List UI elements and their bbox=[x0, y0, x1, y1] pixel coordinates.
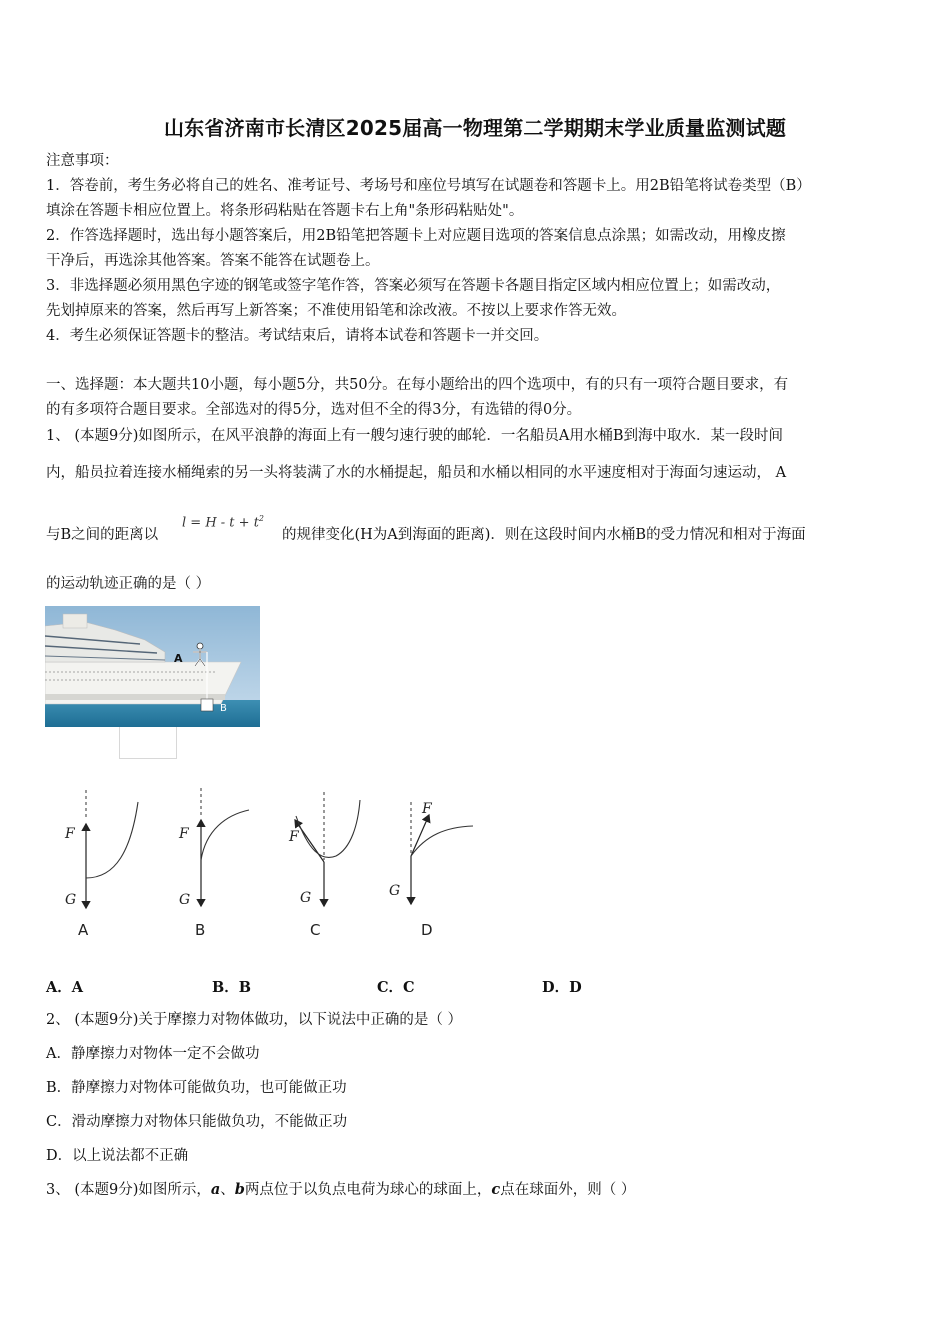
label-b: B bbox=[220, 703, 227, 714]
q1-stem: 内，船员拉着连接水桶绳索的另一头将装满了水的水桶提起，船员和水桶以相同的水平速度相对于海面匀速运动， A bbox=[46, 465, 787, 481]
label-force-g: G bbox=[65, 892, 77, 908]
q3-var-b: b bbox=[234, 1181, 245, 1198]
q3-stem-part: 3、 (本题9分)如图所示， bbox=[46, 1182, 211, 1198]
label-force-g: G bbox=[179, 892, 191, 908]
notice-line: 干净后，再选涂其他答案。答案不能答在试题卷上。 bbox=[46, 253, 380, 269]
label-force-f: F bbox=[422, 801, 432, 817]
q3-stem-part: 两点位于以负点电荷为球心的球面上， bbox=[244, 1182, 492, 1198]
q3-stem-part: 点在球面外，则（ ） bbox=[500, 1182, 636, 1198]
diagram-caption: A bbox=[78, 921, 89, 939]
q1-equation-body: l = H - t + t bbox=[182, 515, 259, 531]
q1-stem: 1、 (本题9分)如图所示，在风平浪静的海面上有一艘匀速行驶的邮轮．一名船员A用水桶B到海中取水．某一段时间 bbox=[46, 428, 783, 444]
notice-line: 先划掉原来的答案，然后再写上新答案；不准使用铅笔和涂改液。不按以上要求作答无效。 bbox=[46, 303, 626, 319]
q1-equation-exponent: 2 bbox=[258, 514, 265, 523]
q3-separator: 、 bbox=[220, 1182, 235, 1198]
q1-option[interactable]: D．D bbox=[542, 979, 582, 996]
q2-option[interactable]: D．以上说法都不正确 bbox=[46, 1148, 189, 1164]
section-instructions: 的有多项符合题目要求。全部选对的得5分，选对但不全的得3分，有选错的得0分。 bbox=[46, 402, 582, 418]
q2-option[interactable]: C．滑动摩擦力对物体只能做负功，不能做正功 bbox=[46, 1114, 348, 1130]
diagram-caption: B bbox=[195, 921, 206, 939]
label-force-g: G bbox=[389, 883, 401, 899]
trajectory-diagrams bbox=[46, 780, 486, 950]
q3-var-a: a bbox=[210, 1181, 221, 1198]
q1-equation bbox=[182, 514, 264, 530]
label-force-g: G bbox=[300, 890, 312, 906]
q1-option[interactable]: A．A bbox=[46, 979, 84, 996]
diagram-caption: D bbox=[421, 921, 433, 939]
diagram-c bbox=[288, 792, 360, 939]
q2-option[interactable]: B．静摩擦力对物体可能做负功，也可能做正功 bbox=[46, 1080, 347, 1096]
q1-option[interactable]: B．B bbox=[212, 979, 252, 996]
ship-photo bbox=[45, 606, 260, 727]
q1-option[interactable]: C．C bbox=[377, 979, 415, 996]
notice-line: 4．考生必须保证答题卡的整洁。考试结束后，请将本试卷和答题卡一并交回。 bbox=[46, 328, 549, 344]
diagram-caption: C bbox=[310, 921, 321, 939]
diagram-a bbox=[64, 790, 138, 939]
label-a: A bbox=[174, 652, 183, 665]
q1-stem: 的规律变化(H为A到海面的距离)．则在这段时间内水桶B的受力情况和相对于海面 bbox=[282, 527, 806, 543]
notice-line: 1．答卷前，考生务必将自己的姓名、准考证号、考场号和座位号填写在试题卷和答题卡上。用2B铅笔将试卷类型（B） bbox=[46, 178, 811, 194]
q2-option[interactable]: A．静摩擦力对物体一定不会做功 bbox=[46, 1046, 260, 1062]
q1-stem: 的运动轨迹正确的是（ ） bbox=[46, 576, 211, 592]
diagram-d bbox=[389, 801, 473, 939]
q1-stem: 与B之间的距离以 bbox=[46, 527, 159, 543]
image-frame-remnant bbox=[119, 727, 177, 759]
ship-illustration bbox=[45, 606, 260, 727]
q3-stem bbox=[46, 1179, 908, 1201]
q3-var-c: c bbox=[491, 1181, 501, 1198]
label-force-f: F bbox=[179, 826, 189, 842]
notice-line: 2．作答选择题时，选出每小题答案后，用2B铅笔把答题卡上对应题目选项的答案信息点涂黑；如需改动，用橡皮擦 bbox=[46, 228, 786, 244]
notice-line: 填涂在答题卡相应位置上。将条形码粘贴在答题卡右上角"条形码粘贴处"。 bbox=[46, 203, 524, 219]
page-title: 山东省济南市长清区2025届高一物理第二学期期末学业质量监测试题 bbox=[163, 116, 787, 140]
notice-heading: 注意事项： bbox=[46, 153, 119, 169]
label-force-f: F bbox=[289, 829, 299, 845]
q2-stem: 2、 (本题9分)关于摩擦力对物体做功，以下说法中正确的是（ ） bbox=[46, 1012, 462, 1028]
label-force-f: F bbox=[65, 826, 75, 842]
diagram-b bbox=[178, 788, 249, 939]
notice-line: 3．非选择题必须用黑色字迹的钢笔或签字笔作答，答案必须写在答题卡各题目指定区域内相应位置上；如需改动， bbox=[46, 278, 781, 294]
section-instructions: 一、选择题：本大题共10小题，每小题5分，共50分。在每小题给出的四个选项中，有的只有一项符合题目要求，有 bbox=[46, 377, 789, 393]
